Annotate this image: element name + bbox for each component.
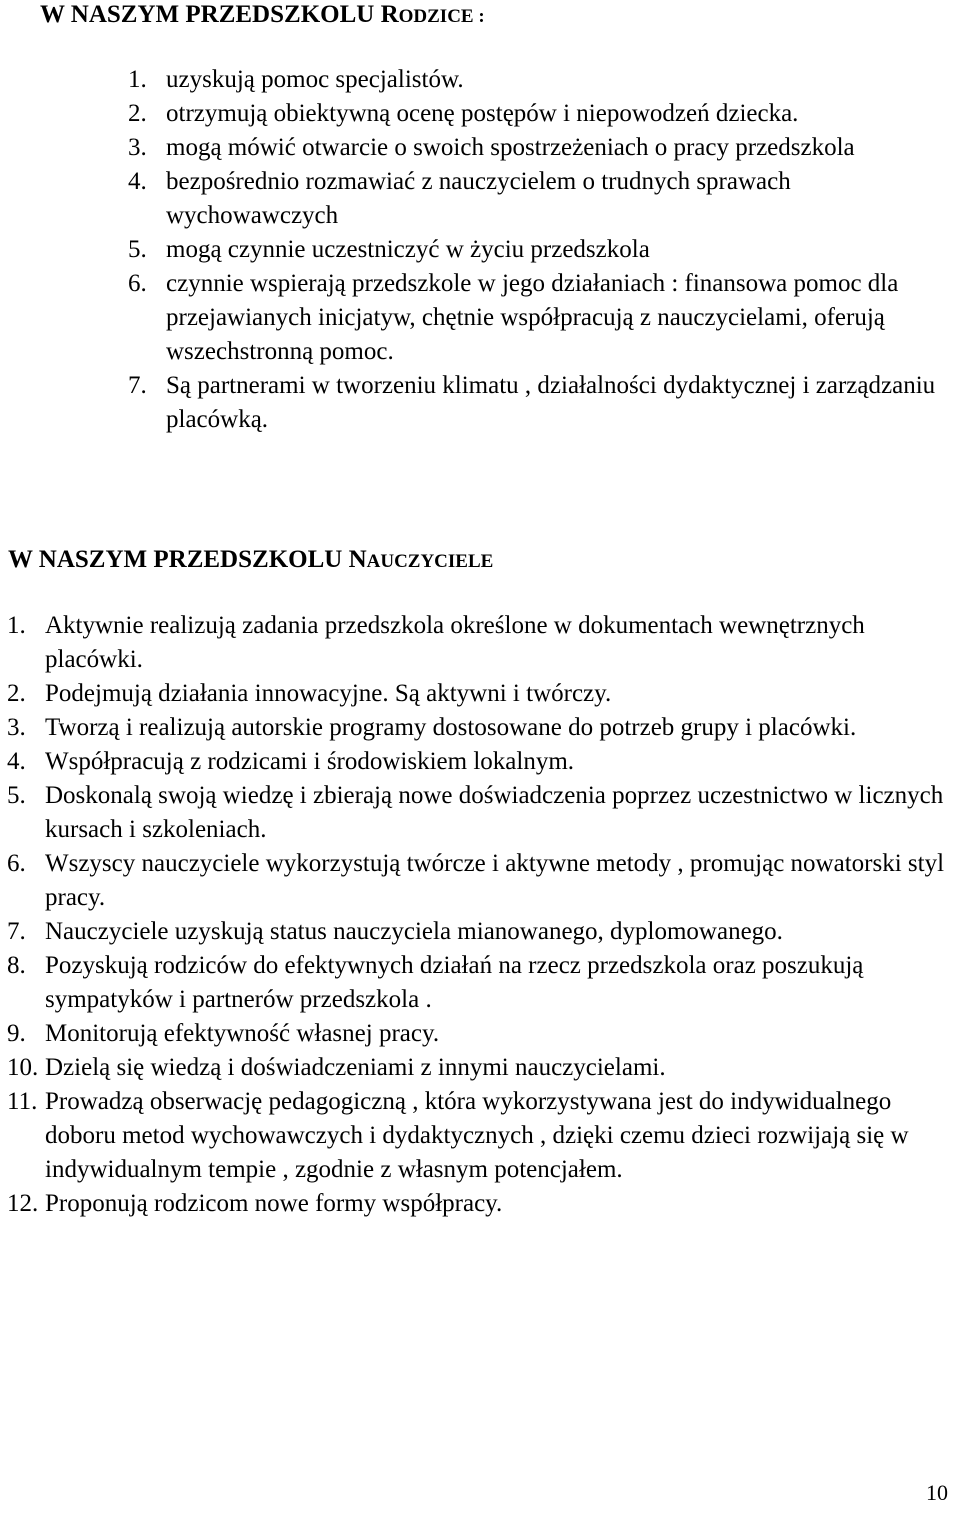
parents-list — [128, 63, 956, 437]
list-item — [128, 233, 956, 267]
list-item-text: Prowadzą obserwację pedagogiczną , która wykorzystywana jest do indywidualnego doboru metod wychowawczych i dydaktycznych , dzięki czemu dzieci rozwijają się w indywidualnym tempie , zgodnie z własnym potencjałem. — [45, 1088, 909, 1183]
list-item — [128, 267, 956, 369]
list-item-text: Są partnerami w tworzeniu klimatu , działalności dydaktycznej i zarządzaniu placówką. — [166, 372, 936, 433]
list-item — [128, 97, 956, 131]
list-item-number: 1. — [128, 66, 147, 93]
list-item-text: mogą mówić otwarcie o swoich spostrzeżeniach o pracy przedszkola — [166, 134, 855, 161]
section-heading-parents-smallcaps: ODZICE : — [398, 6, 485, 27]
list-item-text: czynnie wspierają przedszkole w jego działaniach : finansowa pomoc dla przejawianych inicjatyw, chętnie współpracują z nauczycielami, oferują wszechstronną pomoc. — [166, 270, 899, 365]
list-item-text: Wszyscy nauczyciele wykorzystują twórcze i aktywne metody , promując nowatorski styl pracy. — [45, 850, 945, 911]
list-item-number: 9. — [7, 1020, 26, 1047]
list-item-text: uzyskują pomoc specjalistów. — [166, 66, 464, 93]
list-item — [128, 369, 956, 437]
list-item-number: 7. — [128, 372, 147, 399]
list-item-number: 6. — [7, 850, 26, 877]
section-heading-parents-main: W NASZYM PRZEDSZKOLU R — [40, 1, 399, 28]
list-item-text: Proponują rodzicom nowe formy współpracy. — [45, 1190, 503, 1217]
list-item-number: 5. — [128, 236, 147, 263]
list-item-number: 12. — [7, 1190, 39, 1217]
list-item-text: Współpracują z rodzicami i środowiskiem lokalnym. — [45, 748, 575, 775]
list-item — [7, 1017, 957, 1051]
list-item-text: Pozyskują rodziców do efektywnych działań na rzecz przedszkola oraz poszukują sympatyków i partnerów przedszkola . — [45, 952, 864, 1013]
list-item-text: otrzymują obiektywną ocenę postępów i niepowodzeń dziecka. — [166, 100, 799, 127]
list-item — [128, 165, 956, 233]
list-item — [7, 779, 957, 847]
list-item — [7, 745, 957, 779]
list-item-number: 4. — [7, 748, 26, 775]
list-item-number: 10. — [7, 1054, 39, 1081]
list-item-text: Aktywnie realizują zadania przedszkola określone w dokumentach wewnętrznych placówki. — [45, 612, 865, 673]
list-item-number: 11. — [7, 1088, 38, 1115]
list-item-number: 5. — [7, 782, 26, 809]
page-number: 10 — [926, 1480, 948, 1505]
list-item-number: 1. — [7, 612, 26, 639]
list-item-number: 4. — [128, 168, 147, 195]
list-item — [7, 1187, 957, 1221]
list-item-number: 7. — [7, 918, 26, 945]
list-item-text: bezpośrednio rozmawiać z nauczycielem o trudnych sprawach wychowawczych — [166, 168, 791, 229]
list-item-number: 2. — [7, 680, 26, 707]
list-item — [7, 1085, 957, 1187]
list-item-text: Doskonalą swoją wiedzę i zbierają nowe doświadczenia poprzez uczestnictwo w licznych kursach i szkoleniach. — [45, 782, 944, 843]
list-item-number: 3. — [7, 714, 26, 741]
list-item — [7, 677, 957, 711]
list-item — [7, 949, 957, 1017]
section-heading-teachers-main: W NASZYM PRZEDSZKOLU N — [8, 546, 367, 573]
list-item-text: Podejmują działania innowacyjne. Są aktywni i twórczy. — [45, 680, 612, 707]
list-item — [7, 1051, 957, 1085]
list-item — [7, 915, 957, 949]
section-heading-parents — [40, 0, 485, 32]
list-item-number: 3. — [128, 134, 147, 161]
section-heading-teachers-smallcaps: AUCZYCIELE — [366, 551, 494, 572]
list-item — [7, 847, 957, 915]
list-item — [7, 711, 957, 745]
list-item-text: Monitorują efektywność własnej pracy. — [45, 1020, 440, 1047]
list-item-text: Nauczyciele uzyskują status nauczyciela mianowanego, dyplomowanego. — [45, 918, 783, 945]
list-item-number: 6. — [128, 270, 147, 297]
list-item-text: Dzielą się wiedzą i doświadczeniami z innymi nauczycielami. — [45, 1054, 666, 1081]
list-item — [128, 131, 956, 165]
section-heading-teachers — [8, 545, 493, 577]
list-item — [128, 63, 956, 97]
list-item — [7, 609, 957, 677]
list-item-text: Tworzą i realizują autorskie programy dostosowane do potrzeb grupy i placówki. — [45, 714, 857, 741]
list-item-number: 8. — [7, 952, 26, 979]
teachers-list — [7, 609, 957, 1221]
list-item-text: mogą czynnie uczestniczyć w życiu przedszkola — [166, 236, 650, 263]
list-item-number: 2. — [128, 100, 147, 127]
